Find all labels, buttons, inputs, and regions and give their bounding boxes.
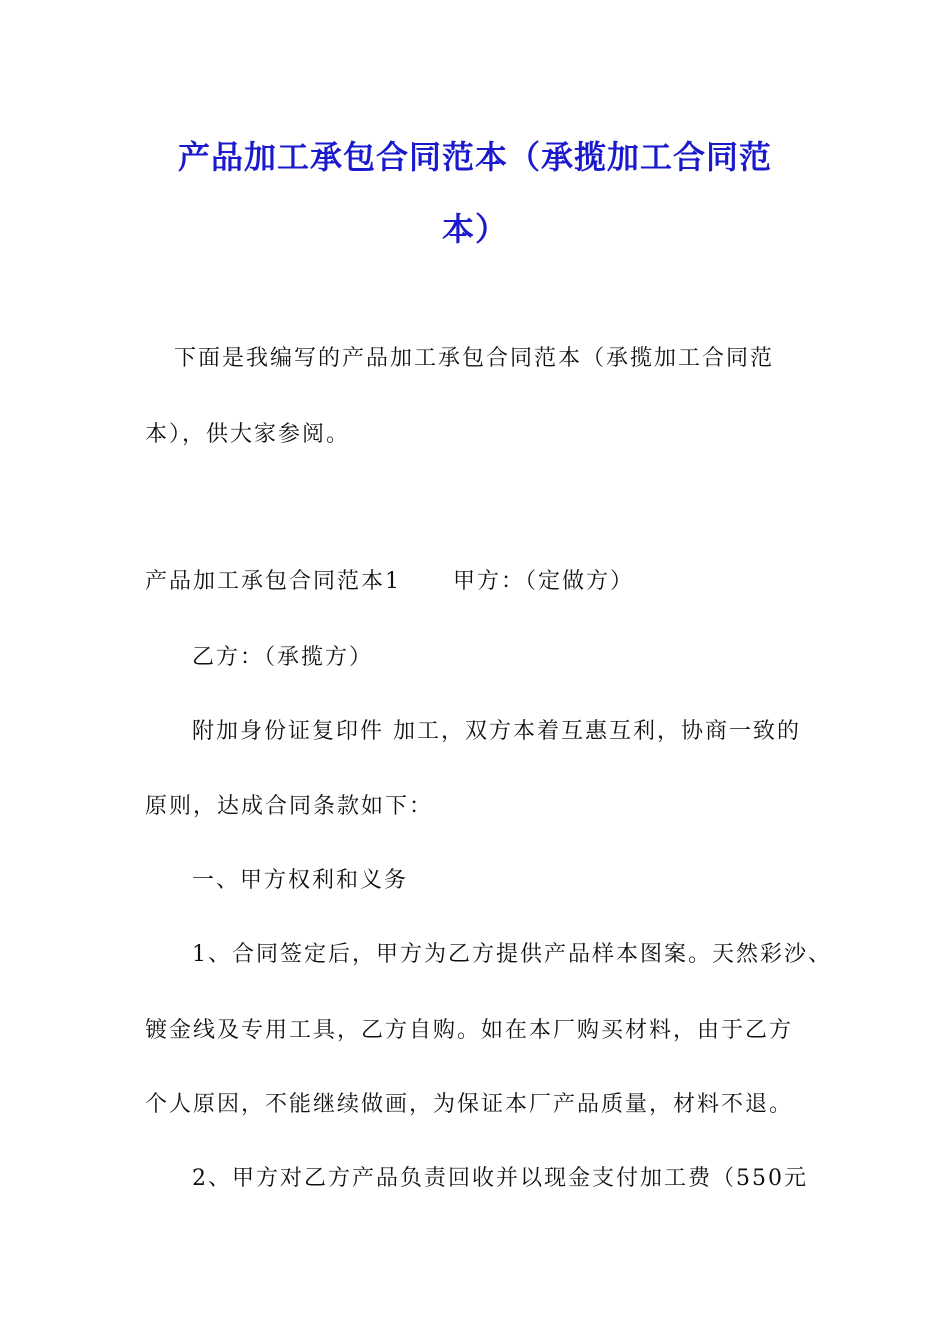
- document-title-line-2: 本）: [441, 210, 508, 248]
- intro-paragraph-line-2: 本），供大家参阅。: [145, 422, 351, 447]
- party-a-label: 甲方：（定做方）: [453, 569, 635, 594]
- clause-1-line-3: 个人原因，不能继续做画，为保证本厂产品质量，材料不退。: [145, 1092, 794, 1117]
- attachment-paragraph-line-1: 附加身份证复印件 加工，双方本着互惠互利，协商一致的: [192, 719, 801, 744]
- section-1-title: 一、甲方权利和义务: [192, 868, 409, 893]
- party-b-label: 乙方：（承揽方）: [192, 645, 374, 670]
- contract-heading-row: [145, 567, 634, 597]
- intro-paragraph-line-1: 下面是我编写的产品加工承包合同范本（承揽加工合同范: [174, 346, 775, 371]
- clause-2-line-1: 2、甲方对乙方产品负责回收并以现金支付加工费（550元: [192, 1166, 808, 1191]
- attachment-paragraph-line-2: 原则，达成合同条款如下：: [145, 794, 434, 819]
- contract-heading: 产品加工承包合同范本1: [145, 569, 401, 594]
- clause-1-line-2: 镀金线及专用工具，乙方自购。如在本厂购买材料，由于乙方: [145, 1018, 794, 1043]
- document-title-line-1: 产品加工承包合同范本（承揽加工合同范: [177, 138, 772, 176]
- clause-1-line-1: 1、合同签定后，甲方为乙方提供产品样本图案。天然彩沙、: [192, 942, 832, 967]
